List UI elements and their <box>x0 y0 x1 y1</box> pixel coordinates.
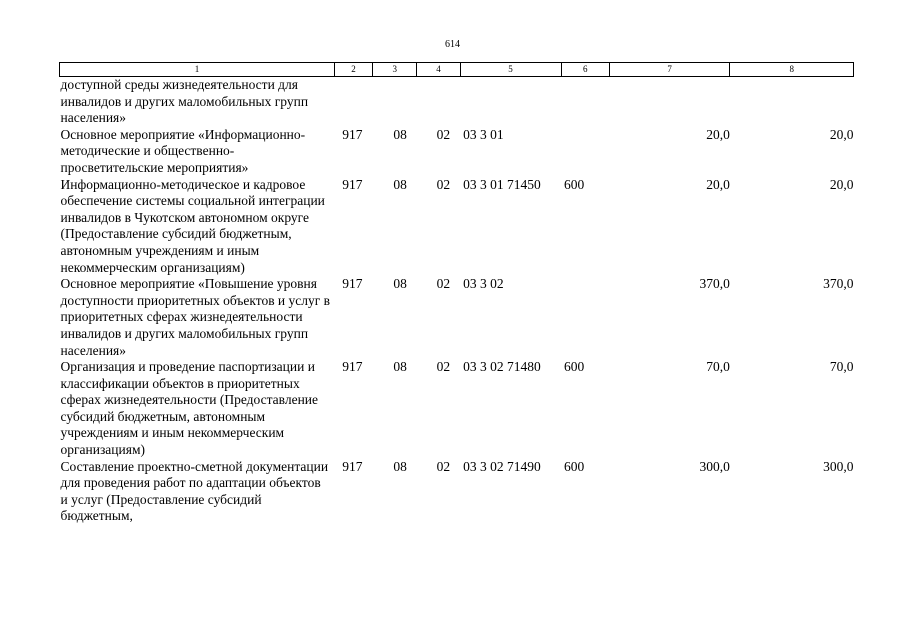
cell-section: 08 <box>393 359 407 375</box>
cell-subsection: 02 <box>436 276 451 292</box>
column-header: 5 <box>460 63 561 77</box>
cell-subsection: 02 <box>436 126 451 142</box>
cell-target-article <box>460 77 561 127</box>
cell-grbs: 917 <box>342 359 363 375</box>
cell-sum-2: 70,0 <box>829 359 854 375</box>
row-name: Организация и проведение паспортизации и классификации объектов в приоритетных сферах жизнедеятельности (Предоставление субсидий бюджетным, автономным учреждениям и иным некоммерческим организациям) <box>60 359 319 458</box>
cell-target-article: 03 3 01 <box>463 126 504 142</box>
table-row <box>60 177 854 277</box>
table-row <box>60 77 854 127</box>
cell-subsection <box>417 77 460 127</box>
cell-section <box>373 77 417 127</box>
cell-sum-2 <box>730 77 854 127</box>
cell-sum-1: 20,0 <box>706 176 730 192</box>
cell-expense-type <box>561 127 609 177</box>
cell-grbs: 917 <box>342 276 363 292</box>
cell-expense-type: 600 <box>564 176 585 192</box>
cell-section: 08 <box>393 176 407 192</box>
column-header: 2 <box>334 63 372 77</box>
page-number: 614 <box>445 39 460 50</box>
cell-sum-2: 20,0 <box>829 126 854 142</box>
budget-table <box>59 62 854 525</box>
table-row <box>60 276 854 359</box>
cell-subsection: 02 <box>436 359 451 375</box>
row-name: доступной среды жизнедеятельности для инвалидов и других маломобильных групп населения» <box>60 77 309 126</box>
cell-sum-2: 300,0 <box>823 458 854 474</box>
row-name: Информационно-методическое и кадровое обеспечение системы социальной интеграции инвалидов в Чукотском автономном округе (Предоставление субсидий бюджетным, автономным учреждениям и иным некоммерческим организациям) <box>60 176 325 275</box>
column-header: 7 <box>609 63 729 77</box>
cell-sum-1: 70,0 <box>706 359 730 375</box>
cell-subsection: 02 <box>436 176 451 192</box>
cell-expense-type <box>561 77 609 127</box>
table-row <box>60 459 854 525</box>
cell-sum-1: 300,0 <box>699 458 730 474</box>
cell-section: 08 <box>393 276 407 292</box>
cell-expense-type: 600 <box>564 359 585 375</box>
cell-target-article: 03 3 01 71450 <box>463 176 541 192</box>
cell-grbs <box>334 77 372 127</box>
cell-section: 08 <box>393 126 407 142</box>
cell-target-article: 03 3 02 <box>463 276 504 292</box>
row-name: Основное мероприятие «Повышение уровня доступности приоритетных объектов и услуг в приоритетных сферах жизнедеятельности инвалидов и других маломобильных групп населения» <box>60 276 331 358</box>
cell-expense-type <box>561 276 609 359</box>
row-name: Составление проектно-сметной документации для проведения работ по адаптации объектов и услуг (Предоставление субсидий бюджетным, <box>60 458 329 524</box>
cell-sum-1: 20,0 <box>706 126 730 142</box>
row-name: Основное мероприятие «Информационно-методические и общественно-просветительские мероприятия» <box>60 126 306 175</box>
cell-target-article: 03 3 02 71480 <box>463 359 541 375</box>
cell-section: 08 <box>393 458 407 474</box>
cell-sum-2: 370,0 <box>823 276 854 292</box>
column-header: 8 <box>730 63 854 77</box>
cell-expense-type: 600 <box>564 458 585 474</box>
cell-grbs: 917 <box>342 176 363 192</box>
cell-grbs: 917 <box>342 126 363 142</box>
cell-subsection: 02 <box>436 458 451 474</box>
cell-sum-1 <box>609 77 729 127</box>
column-header: 4 <box>417 63 460 77</box>
column-header: 6 <box>561 63 609 77</box>
cell-grbs: 917 <box>342 458 363 474</box>
cell-sum-2: 20,0 <box>829 176 854 192</box>
table-header <box>60 63 854 77</box>
table-row <box>60 127 854 177</box>
column-header: 3 <box>373 63 417 77</box>
table-row <box>60 359 854 459</box>
cell-sum-1: 370,0 <box>699 276 730 292</box>
column-header: 1 <box>60 63 335 77</box>
cell-target-article: 03 3 02 71490 <box>463 458 541 474</box>
